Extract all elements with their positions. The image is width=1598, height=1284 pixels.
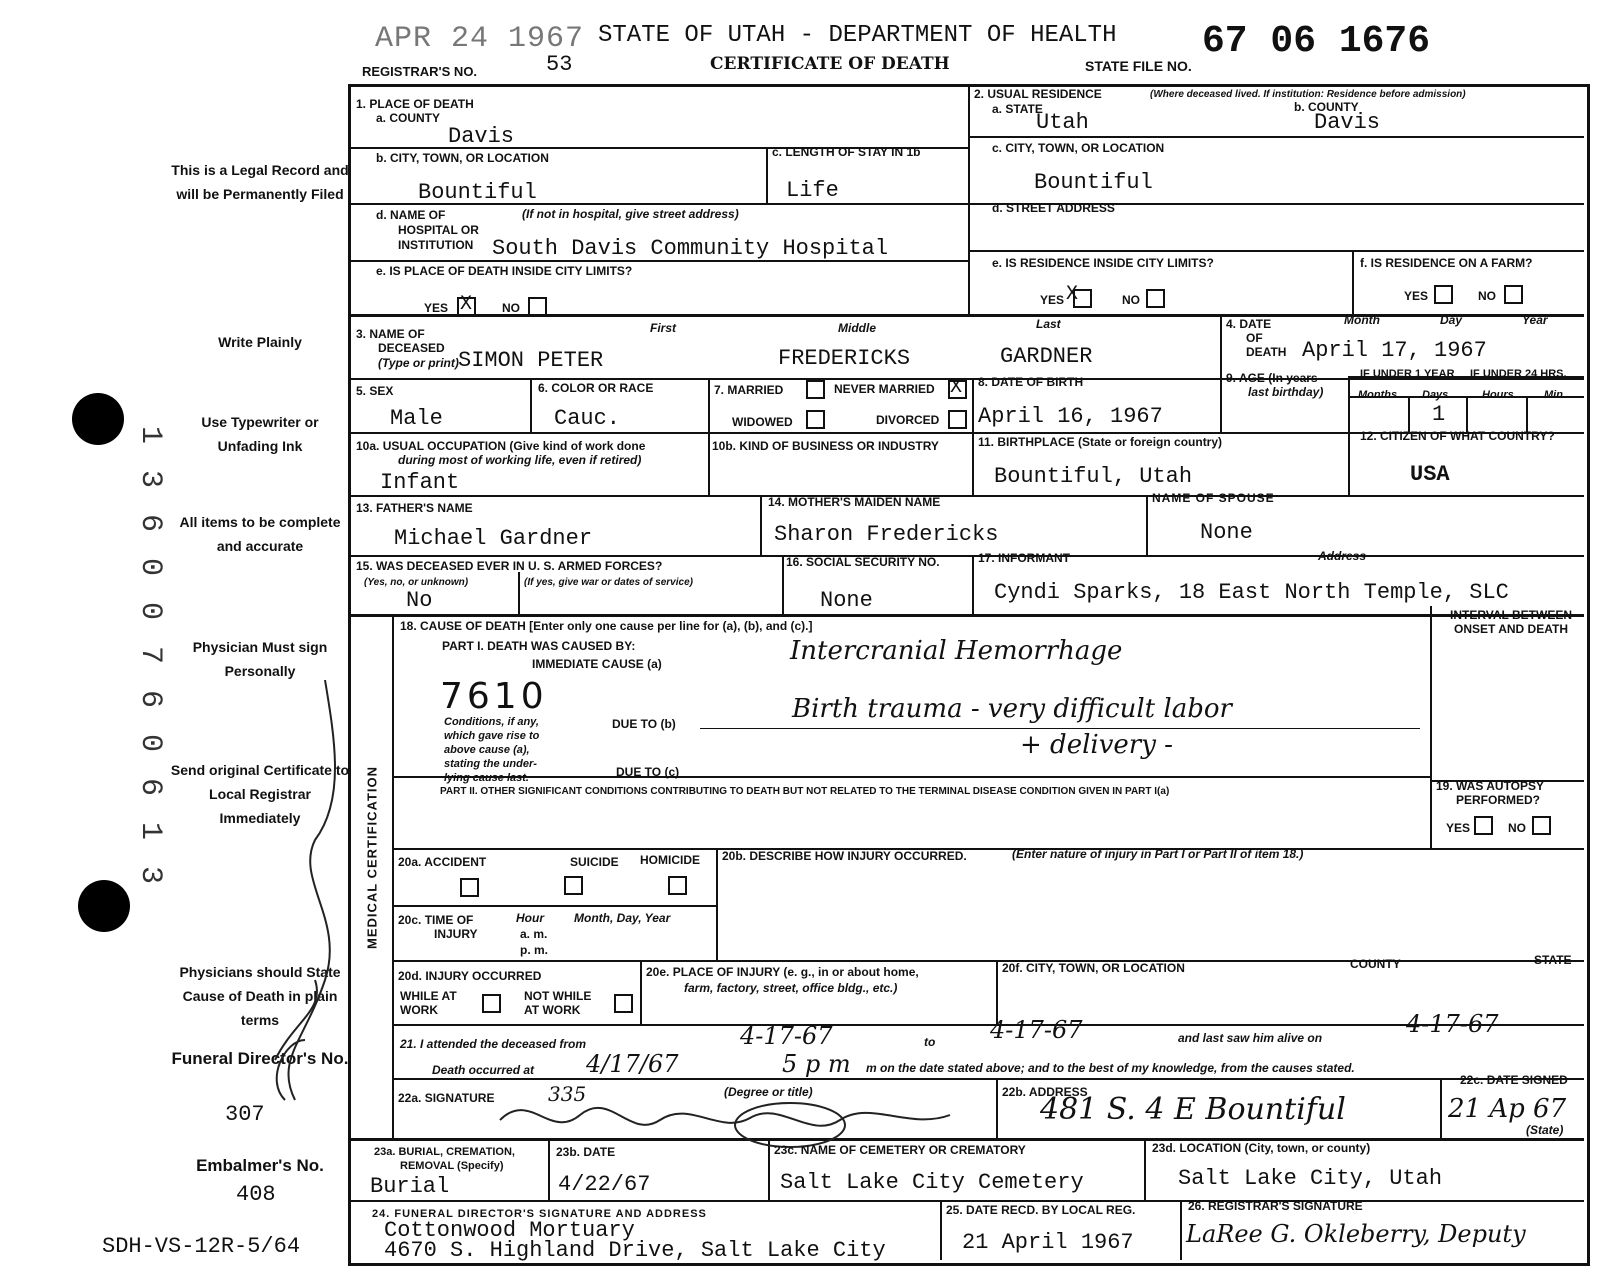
hospital-name: South Davis Community Hospital (492, 236, 889, 261)
injury-label: INJURY (434, 927, 478, 941)
describe-injury-note: (Enter nature of injury in Part I or Part II of item 18.) (1012, 847, 1304, 861)
due-to-b-label: DUE TO (b) (612, 717, 676, 731)
widowed-label: WIDOWED (732, 415, 793, 429)
while-at-work-b: WORK (400, 1003, 438, 1017)
homicide-checkbox[interactable] (668, 876, 687, 895)
interval-label-a: INTERVAL BETWEEN (1449, 608, 1572, 622)
due-to-b: Birth trauma - very difficult labor (792, 694, 1232, 724)
funeral-director-no-label: Funeral Director's No. (171, 1049, 349, 1068)
divorced-label: DIVORCED (876, 413, 940, 427)
residence-city: Bountiful (1034, 170, 1153, 195)
deceased-first-name: SIMON PETER (458, 348, 604, 373)
occupation-label-b: during most of working life, even if retired) (398, 453, 642, 467)
spouse-label: NAME OF SPOUSE (1152, 491, 1275, 505)
due-to-b-continued: + delivery - (1020, 730, 1173, 760)
physician-number: 335 (548, 1082, 587, 1106)
death-inside-city-label: e. IS PLACE OF DEATH INSIDE CITY LIMITS? (376, 264, 633, 278)
embalmer-no-label: Embalmer's No. (196, 1156, 324, 1175)
death-inside-no-label: NO (502, 301, 520, 315)
armed-forces-label: 15. WAS DECEASED EVER IN U. S. ARMED FORCES? (356, 559, 663, 573)
informant: Cyndi Sparks, 18 East North Temple, SLC (994, 580, 1509, 605)
date-received: 21 April 1967 (962, 1230, 1134, 1255)
interval-label (1446, 608, 1576, 636)
date-signed: 21 Ap 67 (1448, 1094, 1567, 1124)
death-date: April 17, 1967 (1302, 338, 1487, 363)
residence-state: Utah (1036, 110, 1089, 135)
immediate-cause-label: IMMEDIATE CAUSE (a) (532, 657, 662, 671)
residence-street-label: d. STREET ADDRESS (992, 201, 1115, 215)
father-name: Michael Gardner (394, 526, 593, 551)
part-2-label: PART II. OTHER SIGNIFICANT CONDITIONS CONTRIBUTING TO DEATH BUT NOT RELATED TO THE TERMINAL DISEASE CONDITION GIVEN IN PART I(a) (440, 786, 1170, 797)
armed-forces-sub-a: (Yes, no, or unknown) (364, 577, 469, 588)
funeral-director-label: 24. FUNERAL DIRECTOR'S SIGNATURE AND ADDRESS (372, 1208, 707, 1220)
registrar-signature-label: 26. REGISTRAR'S SIGNATURE (1188, 1199, 1363, 1213)
armed-forces: No (406, 588, 433, 613)
suicide-label: SUICIDE (570, 855, 619, 869)
residence-inside-yes-mark: X (1066, 283, 1079, 306)
days-label: Days (1422, 389, 1449, 401)
armed-forces-sub-b: (If yes, give war or dates of service) (524, 577, 693, 588)
injury-date-label: Month, Day, Year (574, 911, 671, 925)
due-to-c-label: DUE TO (c) (616, 765, 680, 779)
part-1-label: PART I. DEATH WAS CAUSED BY: (442, 639, 636, 653)
funeral-home: Cottonwood Mortuary (384, 1218, 635, 1243)
age-days: 1 (1432, 402, 1446, 427)
residence-county: Davis (1314, 110, 1381, 135)
attended-label: 21. I attended the deceased from (400, 1037, 587, 1051)
conditions-e: lying cause last. (444, 772, 529, 784)
death-county-label: a. COUNTY (376, 111, 441, 125)
death-date-label-a: 4. DATE (1226, 317, 1272, 331)
birthplace: Bountiful, Utah (994, 464, 1193, 489)
ssn: None (820, 588, 873, 613)
hour-label: Hour (516, 911, 544, 925)
punch-hole-top (72, 393, 124, 445)
write-plainly-note: Write Plainly (218, 334, 302, 350)
residence-inside-no-label: NO (1122, 293, 1140, 307)
mother-label: 14. MOTHER'S MAIDEN NAME (768, 495, 941, 509)
birth-date: April 16, 1967 (978, 404, 1163, 429)
physician-signature (510, 1100, 678, 1121)
am-label: a. m. (520, 927, 548, 941)
deceased-name-label-a: 3. NAME OF (356, 327, 425, 341)
hospital-label-a: d. NAME OF (376, 208, 446, 222)
not-while-at-work-a: NOT WHILE (524, 989, 592, 1003)
citizen-label: 12. CITIZEN OF WHAT COUNTRY? (1360, 429, 1555, 443)
married-label: 7. MARRIED (714, 383, 784, 397)
form-title: CERTIFICATE OF DEATH (710, 54, 950, 74)
death-inside-yes-label: YES (424, 301, 449, 315)
date-received-label: 25. DATE RECD. BY LOCAL REG. (946, 1203, 1136, 1217)
degree-label: (Degree or title) (724, 1085, 813, 1099)
hospital-note: (If not in hospital, give street address) (522, 207, 739, 221)
death-date-label-b: OF (1246, 331, 1263, 345)
legal-record-note: This is a Legal Record and will be Permanently Filed (171, 162, 349, 202)
attended-to: 4-17-67 (990, 1016, 1083, 1044)
race: Cauc. (554, 406, 621, 431)
accident-label: 20a. ACCIDENT (398, 855, 487, 869)
describe-injury-label: 20b. DESCRIBE HOW INJURY OCCURRED. (722, 849, 967, 863)
disposition-label-b: REMOVAL (Specify) (400, 1160, 504, 1172)
conditions-b: which gave rise to (444, 730, 540, 742)
death-day-label: Day (1440, 313, 1463, 327)
sex-label: 5. SEX (356, 384, 394, 398)
typewriter-note: Use Typewriter or Unfading Ink (201, 414, 319, 454)
conditions-a: Conditions, if any, (444, 716, 539, 728)
cause-code: 7610 (440, 676, 548, 717)
suicide-checkbox[interactable] (564, 876, 583, 895)
injury-occurred-label: 20d. INJURY OCCURRED (398, 969, 542, 983)
attended-to-label: to (924, 1035, 936, 1049)
autopsy-no-label: NO (1508, 821, 1526, 835)
residence-city-label: c. CITY, TOWN, OR LOCATION (992, 141, 1165, 155)
age-label-a: 9. AGE (In years (1226, 371, 1318, 385)
length-of-stay: Life (786, 178, 839, 203)
while-at-work-a: WHILE AT (400, 989, 457, 1003)
time-of-injury-label: 20c. TIME OF (398, 913, 474, 927)
informant-label: 17. INFORMANT (978, 551, 1071, 565)
cemetery: Salt Lake City Cemetery (780, 1170, 1084, 1195)
death-year-label: Year (1522, 313, 1548, 327)
vertical-file-number: 1 3 6 0 0 7 6 0 6 1 3 (133, 425, 167, 889)
deceased-middle-name: FREDERICKS (778, 346, 911, 371)
death-month-label: Month (1344, 313, 1380, 327)
business-label: 10b. KIND OF BUSINESS OR INDUSTRY (712, 439, 939, 453)
registrar-no: 53 (546, 52, 573, 77)
not-while-at-work-checkbox[interactable] (614, 994, 633, 1013)
place-of-injury-label-b: farm, factory, street, office bldg., etc.) (684, 981, 898, 995)
residence-inside-yes-label: YES (1040, 293, 1065, 307)
married-checkbox[interactable] (806, 380, 825, 399)
residence-farm-no-label: NO (1478, 289, 1496, 303)
homicide-label: HOMICIDE (640, 853, 700, 867)
length-of-stay-label: c. LENGTH OF STAY IN 1b (772, 145, 921, 159)
months-label: Months (1358, 389, 1398, 401)
immediate-cause: Intercranial Hemorrhage (790, 636, 1123, 666)
not-while-at-work-b: AT WORK (524, 1003, 581, 1017)
father-label: 13. FATHER'S NAME (356, 501, 473, 515)
birthplace-label: 11. BIRTHPLACE (State or foreign country) (978, 435, 1223, 449)
residence-county-label: b. COUNTY (1294, 100, 1359, 114)
burial-date-label: 23b. DATE (556, 1145, 616, 1159)
autopsy-label-b: PERFORMED? (1456, 793, 1540, 807)
punch-hole-bottom (78, 880, 130, 932)
residence-label: 2. USUAL RESIDENCE (974, 87, 1102, 101)
informant-address-label: Address (1318, 549, 1367, 563)
complete-note: All items to be complete and accurate (179, 514, 341, 554)
attended-from: 4-17-67 (740, 1022, 833, 1050)
death-occurred-date: 4/17/67 (586, 1050, 679, 1078)
injury-state-label: STATE (1534, 953, 1572, 967)
autopsy-no-checkbox[interactable] (1532, 816, 1551, 835)
race-label: 6. COLOR OR RACE (538, 381, 654, 395)
residence-farm-yes-label: YES (1404, 289, 1429, 303)
middle-name-label: Middle (838, 321, 876, 335)
place-of-injury-label-a: 20e. PLACE OF INJURY (e. g., in or about home, (646, 965, 919, 979)
attendance-statement: m on the date stated above; and to the best of my knowledge, from the causes stated. (866, 1061, 1355, 1075)
deceased-last-name: GARDNER (1000, 344, 1093, 369)
last-saw-label: and last saw him alive on (1178, 1031, 1323, 1045)
physician-address-label: 22b. ADDRESS (1002, 1085, 1088, 1099)
cemetery-location: Salt Lake City, Utah (1178, 1166, 1443, 1191)
first-name-label: First (650, 321, 677, 335)
residence-note: (Where deceased lived. If institution: Residence before admission) (1150, 89, 1466, 100)
hospital-label-b: HOSPITAL OR (398, 223, 479, 237)
physician-sign-note: Physician Must sign Personally (192, 639, 328, 679)
age-label-b: last birthday) (1248, 385, 1324, 399)
deceased-name-label-c: (Type or print) (378, 356, 459, 370)
widowed-checkbox[interactable] (806, 410, 825, 429)
injury-county-label: COUNTY (1350, 957, 1401, 971)
death-occurred-time: 5 p m (782, 1050, 851, 1078)
date-signed-label: 22c. DATE SIGNED (1460, 1073, 1568, 1087)
hospital-label-c: INSTITUTION (398, 238, 474, 252)
never-married-mark: X (950, 376, 963, 399)
occupation-label-a: 10a. USUAL OCCUPATION (Give kind of work done (356, 439, 646, 453)
interval-label-b: ONSET AND DEATH (1454, 622, 1568, 636)
deceased-name-label-b: DECEASED (378, 341, 445, 355)
signature-label: 22a. SIGNATURE (398, 1091, 495, 1105)
ssn-label: 16. SOCIAL SECURITY NO. (786, 555, 940, 569)
minutes-label: Min. (1544, 389, 1566, 401)
form-id: SDH-VS-12R-5/64 (102, 1234, 301, 1259)
death-city-label: b. CITY, TOWN, OR LOCATION (376, 151, 549, 165)
pm-label: p. m. (520, 943, 549, 957)
divorced-checkbox[interactable] (948, 410, 967, 429)
disposition-label-a: 23a. BURIAL, CREMATION, (374, 1146, 515, 1158)
physician-address: 481 S. 4 E Bountiful (1040, 1092, 1346, 1127)
death-occurred-label: Death occurred at (432, 1063, 535, 1077)
cause-of-death-label: 18. CAUSE OF DEATH [Enter only one cause per line for (a), (b), and (c).] (400, 619, 813, 633)
medical-certification-label: MEDICAL CERTIFICATION (364, 766, 380, 950)
cemetery-label: 23c. NAME OF CEMETERY OR CREMATORY (774, 1143, 1026, 1157)
conditions-c: above cause (a), (444, 744, 530, 756)
residence-inside-city-label: e. IS RESIDENCE INSIDE CITY LIMITS? (992, 256, 1214, 270)
registrar-no-label: REGISTRAR'S NO. (362, 64, 478, 79)
injury-city-label: 20f. CITY, TOWN, OR LOCATION (1002, 961, 1185, 975)
funeral-home-address: 4670 S. Highland Drive, Salt Lake City (384, 1238, 886, 1263)
death-inside-no-checkbox[interactable] (528, 297, 547, 316)
state-cause-note: Physicians should State Cause of Death in plain terms (179, 964, 341, 1028)
place-of-death-label: 1. PLACE OF DEATH (356, 97, 474, 111)
citizen: USA (1410, 462, 1450, 487)
autopsy-label-a: 19. WAS AUTOPSY (1436, 779, 1545, 793)
birth-date-label: 8. DATE OF BIRTH (978, 375, 1084, 389)
occupation: Infant (380, 470, 460, 495)
residence-farm-yes-checkbox[interactable] (1434, 285, 1453, 304)
last-name-label: Last (1036, 317, 1061, 331)
state-file-no-label: STATE FILE NO. (1085, 58, 1192, 74)
burial-date: 4/22/67 (558, 1172, 651, 1197)
state-note: (State) (1526, 1123, 1564, 1137)
under-1-year-label: IF UNDER 1 YEAR (1360, 368, 1455, 380)
under-24-hrs-label: IF UNDER 24 HRS. (1470, 368, 1567, 380)
embalmer-no: 408 (236, 1182, 276, 1207)
cemetery-location-label: 23d. LOCATION (City, town, or county) (1152, 1141, 1371, 1155)
never-married-label: NEVER MARRIED (834, 382, 935, 396)
received-date-stamp: APR 24 1967 (375, 22, 585, 56)
agency-name: STATE OF UTAH - DEPARTMENT OF HEALTH (598, 22, 1117, 49)
send-original-note: Send original Certificate to Local Registrar Immediately (170, 762, 350, 826)
while-at-work-checkbox[interactable] (482, 994, 501, 1013)
autopsy-yes-label: YES (1446, 821, 1471, 835)
residence-state-label: a. STATE (992, 102, 1043, 116)
death-county: Davis (448, 124, 515, 149)
conditions-d: stating the under- (444, 758, 537, 770)
spouse-name: None (1200, 520, 1253, 545)
death-city: Bountiful (418, 180, 537, 205)
last-saw-date: 4-17-67 (1406, 1010, 1499, 1038)
residence-farm-no-checkbox[interactable] (1504, 285, 1523, 304)
state-file-no: 67 06 1676 (1202, 20, 1431, 63)
funeral-director-no: 307 (225, 1102, 265, 1127)
residence-inside-no-checkbox[interactable] (1146, 289, 1165, 308)
registrar-signature: LaRee G. Okleberry, Deputy (1186, 1220, 1526, 1248)
sex: Male (390, 406, 443, 431)
disposition: Burial (370, 1174, 450, 1199)
death-date-label-c: DEATH (1246, 345, 1287, 359)
accident-checkbox[interactable] (460, 878, 479, 897)
autopsy-yes-checkbox[interactable] (1474, 816, 1493, 835)
hours-label: Hours (1482, 389, 1514, 401)
residence-farm-label: f. IS RESIDENCE ON A FARM? (1360, 256, 1533, 270)
mother-name: Sharon Fredericks (774, 522, 999, 547)
death-inside-yes-mark: X (460, 293, 473, 316)
